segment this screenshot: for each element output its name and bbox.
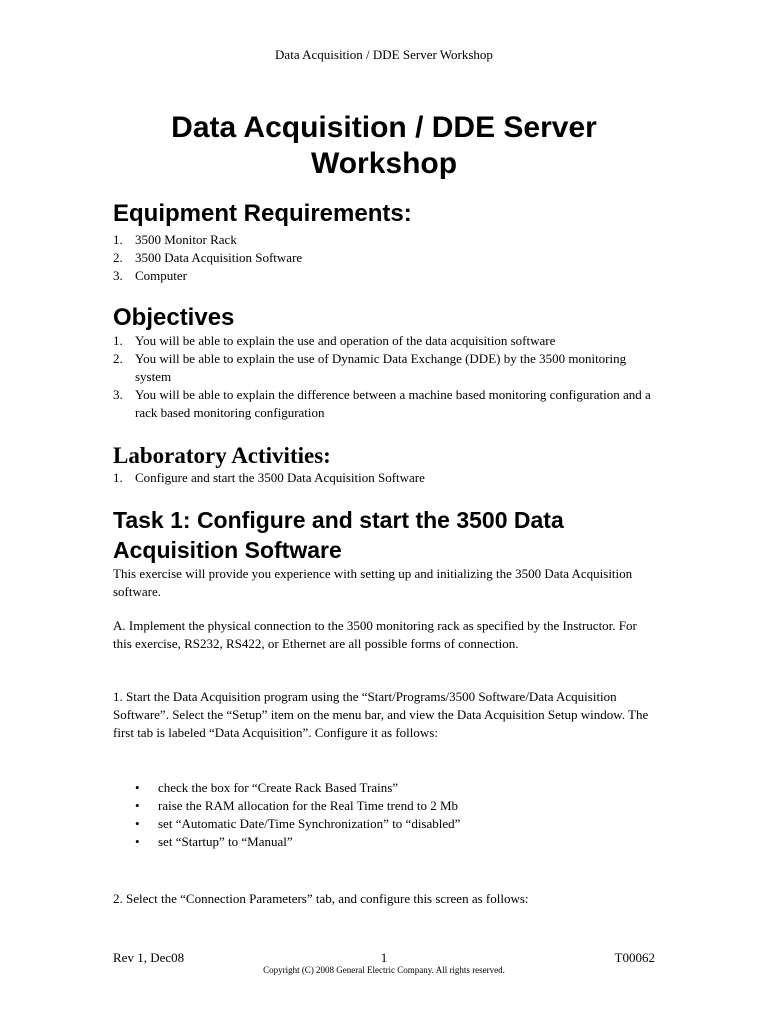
- footer-page-number: 1: [380, 950, 388, 965]
- step-a-paragraph: A. Implement the physical connection to the 3500 monitoring rack as specified by the Instructor. For this exercise, RS232, RS422, or Ethernet are all possible forms of connection.: [113, 618, 637, 651]
- objectives-heading: Objectives: [113, 304, 235, 331]
- list-item: 3. You will be able to explain the difference between a machine based monitoring configuration and a rack based monitoring configuration: [113, 387, 651, 420]
- step-1-bullet-list: [135, 779, 655, 851]
- list-item: 1. 3500 Monitor Rack: [113, 232, 237, 247]
- objectives-list: [113, 332, 658, 422]
- task-1-heading-line-1: Task 1: Configure and start the 3500 Data: [113, 507, 564, 533]
- list-item: • set “Automatic Date/Time Synchronization” to “disabled”: [135, 816, 461, 831]
- list-item: 2. 3500 Data Acquisition Software: [113, 250, 303, 265]
- list-item: 2. You will be able to explain the use of Dynamic Data Exchange (DDE) by the 3500 monitoring system: [113, 351, 627, 384]
- list-item: • set “Startup” to “Manual”: [135, 834, 293, 849]
- laboratory-list: [113, 469, 658, 487]
- laboratory-heading: Laboratory Activities:: [113, 443, 331, 468]
- equipment-list: [113, 231, 658, 285]
- document-title-line-1: Data Acquisition / DDE Server: [171, 111, 597, 144]
- step-1-paragraph: 1. Start the Data Acquisition program using the “Start/Programs/3500 Software/Data Acquisition Software”. Select the “Setup” item on the menu bar, and view the Data Acquisition Setup window. The first tab is labeled “Data Acquisition”. Configure it as follows:: [113, 689, 649, 740]
- list-item: 1. You will be able to explain the use and operation of the data acquisition software: [113, 333, 556, 348]
- document-title-line-2: Workshop: [310, 147, 458, 180]
- list-item: • check the box for “Create Rack Based Trains”: [135, 780, 399, 795]
- footer-doc-code: T00062: [614, 950, 655, 965]
- task-1-heading: [113, 505, 673, 565]
- document-title: [0, 110, 768, 182]
- equipment-heading: Equipment Requirements:: [113, 200, 412, 227]
- list-item: • raise the RAM allocation for the Real Time trend to 2 Mb: [135, 798, 459, 813]
- task-1-heading-line-2: Acquisition Software: [113, 537, 342, 563]
- footer-revision: Rev 1, Dec08: [113, 950, 185, 965]
- list-item: 3. Computer: [113, 268, 187, 283]
- footer-copyright: Copyright (C) 2008 General Electric Company. All rights reserved.: [263, 965, 505, 975]
- running-header: Data Acquisition / DDE Server Workshop: [275, 47, 493, 62]
- task-1-intro: This exercise will provide you experience with setting up and initializing the 3500 Data Acquisition software.: [113, 566, 633, 599]
- step-2-paragraph: 2. Select the “Connection Parameters” tab, and configure this screen as follows:: [113, 891, 529, 906]
- list-item: 1. Configure and start the 3500 Data Acquisition Software: [113, 470, 425, 485]
